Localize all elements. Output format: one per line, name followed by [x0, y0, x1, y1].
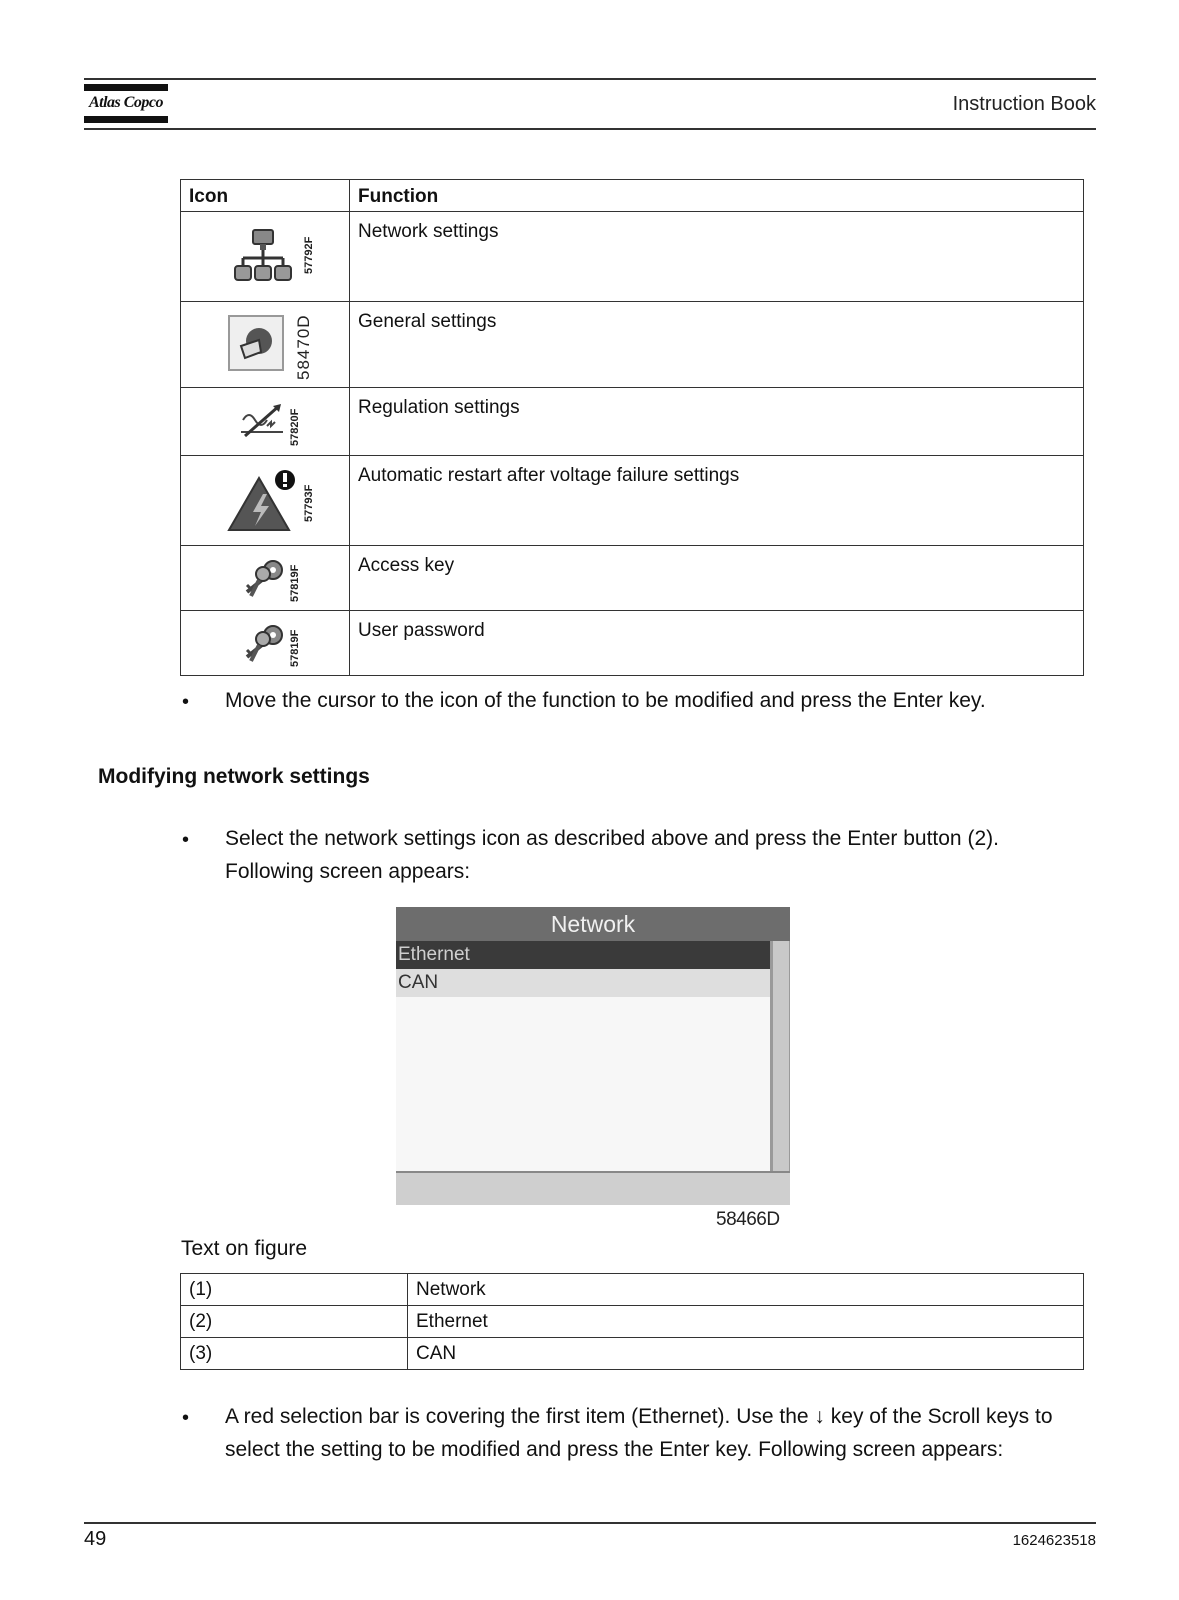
function-cell: Network settings	[350, 212, 1084, 302]
figure-text: Network	[408, 1274, 1084, 1306]
table-row	[181, 388, 1084, 456]
function-cell: Automatic restart after voltage failure settings	[350, 456, 1084, 546]
screen-scrollbar	[770, 941, 790, 1171]
table-row	[181, 1274, 1084, 1306]
footer-rule	[84, 1522, 1096, 1524]
instruction-select-network-line2: Following screen appears:	[225, 860, 471, 883]
section-heading: Modifying network settings	[98, 765, 370, 788]
regulation-icon	[239, 402, 285, 440]
function-column-header: Function	[350, 180, 1084, 212]
page-number: 49	[84, 1528, 107, 1550]
function-cell: User password	[350, 611, 1084, 676]
icon-code: 57792F	[303, 236, 315, 274]
network-icon	[233, 226, 293, 286]
screen-title: Network	[396, 907, 790, 941]
icon-code: 57820F	[289, 408, 301, 446]
instruction-select-network-line1: Select the network settings icon as described above and press the Enter button (2).	[225, 827, 999, 850]
bullet-symbol: •	[182, 829, 190, 851]
table-row	[181, 546, 1084, 611]
text-on-figure-label: Text on figure	[181, 1237, 308, 1260]
voltage-warning-icon	[227, 468, 299, 532]
icon-code: 57819F	[289, 564, 301, 602]
table-row	[181, 456, 1084, 546]
icon-code: 58470D	[294, 314, 313, 380]
text-on-figure-table	[180, 1273, 1084, 1370]
figure-ref: (2)	[181, 1306, 408, 1338]
function-cell: General settings	[350, 302, 1084, 388]
figure-ref: (1)	[181, 1274, 408, 1306]
keys-icon	[241, 558, 287, 598]
screen-item-ethernet: Ethernet	[396, 941, 770, 969]
document-title: Instruction Book	[952, 93, 1096, 115]
screen-item-can: CAN	[396, 969, 770, 997]
atlas-copco-logo: Atlas Copco	[84, 84, 168, 124]
icon-code: 57793F	[303, 484, 315, 522]
table-header-row	[181, 180, 1084, 212]
network-screen-figure	[396, 907, 790, 1205]
header-rule-top	[84, 78, 1096, 80]
bullet-symbol: •	[182, 691, 190, 713]
bullet-symbol: •	[182, 1407, 190, 1429]
header-rule-bottom	[84, 128, 1096, 130]
table-row	[181, 611, 1084, 676]
instruction-selection-bar-line1: A red selection bar is covering the first item (Ethernet). Use the ↓ key of the Scroll keys to	[225, 1405, 1053, 1428]
general-settings-icon	[227, 314, 285, 372]
keys-icon	[241, 623, 287, 663]
instruction-move-cursor: Move the cursor to the icon of the function to be modified and press the Enter key.	[225, 689, 986, 712]
table-row	[181, 302, 1084, 388]
icon-code: 57819F	[289, 629, 301, 667]
function-cell: Access key	[350, 546, 1084, 611]
figure-code: 58466D	[716, 1209, 780, 1230]
figure-text: CAN	[408, 1338, 1084, 1370]
table-row	[181, 1338, 1084, 1370]
table-row	[181, 1306, 1084, 1338]
icon-column-header: Icon	[181, 180, 350, 212]
icon-function-table	[180, 179, 1084, 676]
screen-bottom-bar	[396, 1171, 790, 1205]
figure-text: Ethernet	[408, 1306, 1084, 1338]
function-cell: Regulation settings	[350, 388, 1084, 456]
table-row	[181, 212, 1084, 302]
instruction-selection-bar-line2: select the setting to be modified and press the Enter key. Following screen appears:	[225, 1438, 1004, 1461]
figure-ref: (3)	[181, 1338, 408, 1370]
document-number: 1624623518	[1012, 1532, 1096, 1549]
